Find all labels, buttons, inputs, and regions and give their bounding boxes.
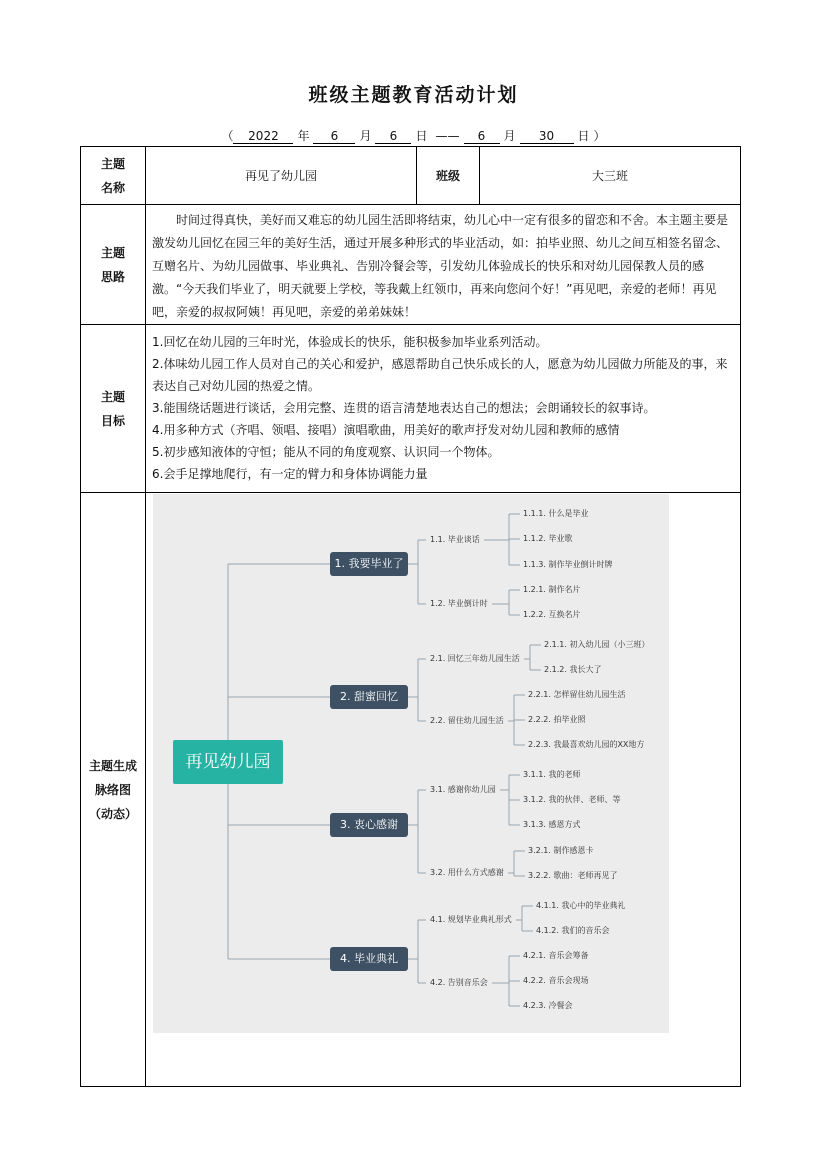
goal-item: 3.能围绕话题进行谈话，会用完整、连贯的语言清楚地表达自己的想法；会朗诵较长的叙事诗。 — [152, 401, 656, 415]
mindmap-leaf: 2.2.2. 拍毕业照 — [528, 715, 586, 724]
mindmap — [153, 494, 669, 1033]
mindmap-branch: 4. 毕业典礼 — [330, 947, 408, 971]
day-label-2: 日 — [577, 129, 590, 143]
mindmap-root: 再见幼儿园 — [173, 740, 283, 784]
goals-list — [146, 325, 740, 489]
row-theme-name — [81, 147, 741, 205]
mindmap-leaf: 1.2.1. 制作名片 — [523, 585, 581, 594]
mindmap-leaf: 4.2.2. 音乐会现场 — [523, 976, 589, 985]
mindmap-subtopic: 4.2. 告别音乐会 — [430, 978, 488, 987]
mindmap-branch: 2. 甜蜜回忆 — [330, 685, 408, 709]
label-class: 班级 — [417, 147, 480, 205]
start-year: 2022 — [233, 130, 293, 144]
label-theme-goals: 主题 目标 — [81, 325, 146, 493]
mindmap-branch: 3. 衷心感谢 — [330, 813, 408, 837]
theme-name-value: 再见了幼儿园 — [146, 147, 417, 205]
mindmap-leaf: 4.2.3. 冷餐会 — [523, 1001, 573, 1010]
month-label-2: 月 — [503, 129, 516, 143]
mindmap-leaf: 1.1.3. 制作毕业倒计时牌 — [523, 560, 613, 569]
goal-item: 6.会手足撑地爬行，有一定的臂力和身体协调能力量 — [152, 467, 428, 481]
class-value: 大三班 — [480, 147, 741, 205]
label-theme-thinking: 主题 思路 — [81, 205, 146, 325]
month-label: 月 — [359, 129, 372, 143]
mindmap-leaf: 4.2.1. 音乐会筹备 — [523, 951, 589, 960]
page-title: 班级主题教育活动计划 — [308, 84, 519, 106]
goals-cell — [146, 325, 741, 493]
mindmap-subtopic: 1.1. 毕业谈话 — [430, 535, 480, 544]
date-close-paren: ） — [593, 129, 606, 143]
mindmap-leaf: 3.1.3. 感恩方式 — [523, 820, 581, 829]
end-day: 30 — [520, 130, 574, 144]
mindmap-leaf: 2.2.1. 怎样留住幼儿园生活 — [528, 690, 626, 699]
date-open-paren: （ — [221, 129, 234, 143]
mindmap-subtopic: 2.2. 留住幼儿园生活 — [430, 716, 504, 725]
mindmap-leaf: 1.1.1. 什么是毕业 — [523, 509, 589, 518]
mindmap-leaf: 4.1.2. 我们的音乐会 — [536, 926, 610, 935]
row-theme-thinking — [81, 205, 741, 325]
day-label: 日 — [415, 129, 428, 143]
date-dash: —— — [435, 129, 460, 143]
mindmap-leaf: 3.1.2. 我的伙伴、老师、等 — [523, 795, 621, 804]
mindmap-leaf: 3.2.2. 歌曲：老师再见了 — [528, 871, 618, 880]
start-day: 6 — [375, 130, 411, 144]
end-month: 6 — [464, 130, 500, 144]
mindmap-subtopic: 3.2. 用什么方式感谢 — [430, 868, 504, 877]
row-theme-map — [81, 493, 741, 1087]
mindmap-leaf: 1.1.2. 毕业歌 — [523, 534, 573, 543]
goal-item: 2.体味幼儿园工作人员对自己的关心和爱护，感恩帮助自己快乐成长的人，愿意为幼儿园做力所能及的事，来表达自己对幼儿园的热爱之情。 — [152, 357, 728, 393]
mindmap-leaf: 3.2.1. 制作感恩卡 — [528, 846, 594, 855]
theme-thinking-text: 时间过得真快，美好而又难忘的幼儿园生活即将结束，幼儿心中一定有很多的留恋和不舍。本主题主要是激发幼儿回忆在园三年的美好生活，通过开展多种形式的毕业活动，如：拍毕业照、幼儿之间互相签名留念、互赠名片、为幼儿园做事、毕业典礼、告别冷餐会等，引发幼儿体验成长的快乐和对幼儿园保教人员的感激。“今天我们毕业了，明天就要上学校，等我戴上红领巾，再来向您问个好！”再见吧，亲爱的老师！再见吧，亲爱的叔叔阿姨！再见吧，亲爱的弟弟妹妹！ — [152, 213, 729, 319]
goal-item: 4.用多种方式（齐唱、领唱、接唱）演唱歌曲，用美好的歌声抒发对幼儿园和教师的感情 — [152, 423, 620, 437]
label-theme-name: 主题 名称 — [81, 147, 146, 205]
mindmap-subtopic: 3.1. 感谢你幼儿园 — [430, 785, 496, 794]
date-range — [0, 127, 827, 144]
mindmap-subtopic: 4.1. 规划毕业典礼形式 — [430, 915, 512, 924]
row-theme-goals — [81, 325, 741, 493]
mindmap-leaf: 4.1.1. 我心中的毕业典礼 — [536, 901, 626, 910]
label-theme-map: 主题生成 脉络图 （动态） — [81, 493, 146, 1087]
goal-item: 5.初步感知液体的守恒；能从不同的角度观察、认识同一个物体。 — [152, 445, 500, 459]
mindmap-branch: 1. 我要毕业了 — [330, 552, 408, 576]
start-month: 6 — [313, 130, 355, 144]
mindmap-leaf: 2.2.3. 我最喜欢幼儿园的XX地方 — [528, 740, 645, 749]
goal-item: 1.回忆在幼儿园的三年时光，体验成长的快乐，能积极参加毕业系列活动。 — [152, 335, 548, 349]
plan-table — [80, 146, 741, 1087]
mindmap-subtopic: 2.1. 回忆三年幼儿园生活 — [430, 654, 520, 663]
mindmap-leaf: 3.1.1. 我的老师 — [523, 770, 581, 779]
mindmap-leaf: 2.1.2. 我长大了 — [544, 665, 602, 674]
map-cell — [146, 493, 741, 1087]
year-label: 年 — [297, 129, 310, 143]
mindmap-leaf: 2.1.1. 初入幼儿园（小三班） — [544, 640, 650, 649]
thinking-cell — [146, 205, 741, 325]
mindmap-leaf: 1.2.2. 互换名片 — [523, 610, 581, 619]
mindmap-subtopic: 1.2. 毕业倒计时 — [430, 599, 488, 608]
